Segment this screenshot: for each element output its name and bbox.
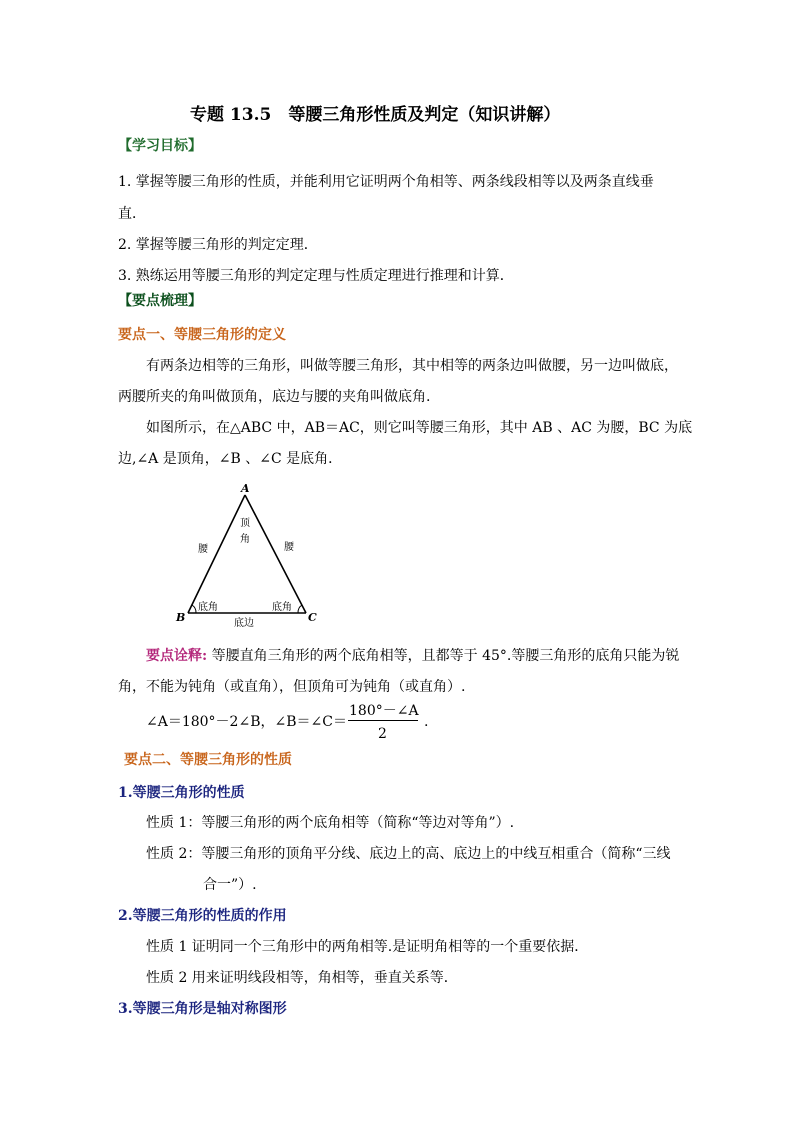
point1-header: 要点一、等腰三角形的定义 <box>118 327 286 343</box>
example-line-2: 边,∠A 是顶角，∠B 、∠C 是底角． <box>118 451 343 467</box>
left-leg-label: 腰 <box>198 544 208 555</box>
vertex-a-label: A <box>241 482 250 495</box>
note-line-2: 角，不能为钝角（或直角），但顶角可为钝角（或直角）. <box>118 679 466 695</box>
formula-period: . <box>424 714 429 730</box>
note-text-1: 等腰直角三角形的两个底角相等，且都等于 45°.等腰三角形的底角只能为锐 <box>207 648 680 664</box>
example-line-1: 如图所示，在△ABC 中，AB＝AC，则它叫等腰三角形，其中 AB 、AC 为腰，BC 为底 <box>146 420 693 436</box>
definition-line-2: 两腰所夹的角叫做顶角，底边与腰的夹角叫做底角. <box>118 389 431 405</box>
definition-line-1: 有两条边相等的三角形，叫做等腰三角形，其中相等的两条边叫做腰，另一边叫做底， <box>146 358 678 374</box>
side-ac <box>245 495 306 613</box>
vertex-c-label: C <box>308 611 317 624</box>
note-line-1 <box>146 646 679 666</box>
formula-denominator: 2 <box>378 726 387 742</box>
property-2-line-cont: 合一”）. <box>203 877 257 893</box>
note-label: 要点诠释: <box>146 648 208 664</box>
point2-header: 要点二、等腰三角形的性质 <box>124 752 292 768</box>
base-angle-arc-b <box>192 605 196 613</box>
isosceles-triangle-figure <box>174 480 324 630</box>
apex-angle-label-1: 顶 <box>240 518 250 529</box>
base-label: 底边 <box>234 618 254 629</box>
base-angle-left-label: 底角 <box>198 602 218 613</box>
base-angle-arc-c <box>298 605 302 613</box>
formula-left: ∠A＝180°－2∠B，∠B＝∠C＝ <box>146 714 347 730</box>
formula-numerator: 180°－∠A <box>349 703 419 719</box>
property-subheader-2: 2.等腰三角形的性质的作用 <box>118 908 287 924</box>
property-1-line: 性质 1：等腰三角形的两个底角相等（简称“等边对等角”）. <box>146 815 515 831</box>
property-subheader-1: 1.等腰三角形的性质 <box>118 785 245 801</box>
base-angle-right-label: 底角 <box>272 602 292 613</box>
goal-line-3: 3. 熟练运用等腰三角形的判定定理与性质定理进行推理和计算． <box>118 268 514 284</box>
learning-goals-header: 【学习目标】 <box>118 138 202 154</box>
document-title: 专题 13.5 等腰三角形性质及判定（知识讲解） <box>190 105 561 125</box>
goal-line-1: 1. 掌握等腰三角形的性质，并能利用它证明两个角相等、两条线段相等以及两条直线垂 <box>118 174 654 190</box>
right-leg-label: 腰 <box>284 542 294 553</box>
apex-angle-label-2: 角 <box>240 534 250 545</box>
key-points-header: 【要点梳理】 <box>118 293 202 309</box>
property-use-1-line: 性质 1 证明同一个三角形中的两角相等.是证明角相等的一个重要依据． <box>146 939 589 955</box>
property-subheader-3: 3.等腰三角形是轴对称图形 <box>118 1001 287 1017</box>
property-2-line: 性质 2：等腰三角形的顶角平分线、底边上的高、底边上的中线互相重合（简称“三线 <box>146 846 671 862</box>
property-use-2-line: 性质 2 用来证明线段相等，角相等，垂直关系等． <box>146 970 458 986</box>
fraction-bar <box>348 720 418 721</box>
goal-line-2: 2. 掌握等腰三角形的判定定理． <box>118 237 318 253</box>
goal-line-1-cont: 直． <box>118 206 146 222</box>
vertex-b-label: B <box>176 611 186 624</box>
side-ab <box>188 495 245 613</box>
